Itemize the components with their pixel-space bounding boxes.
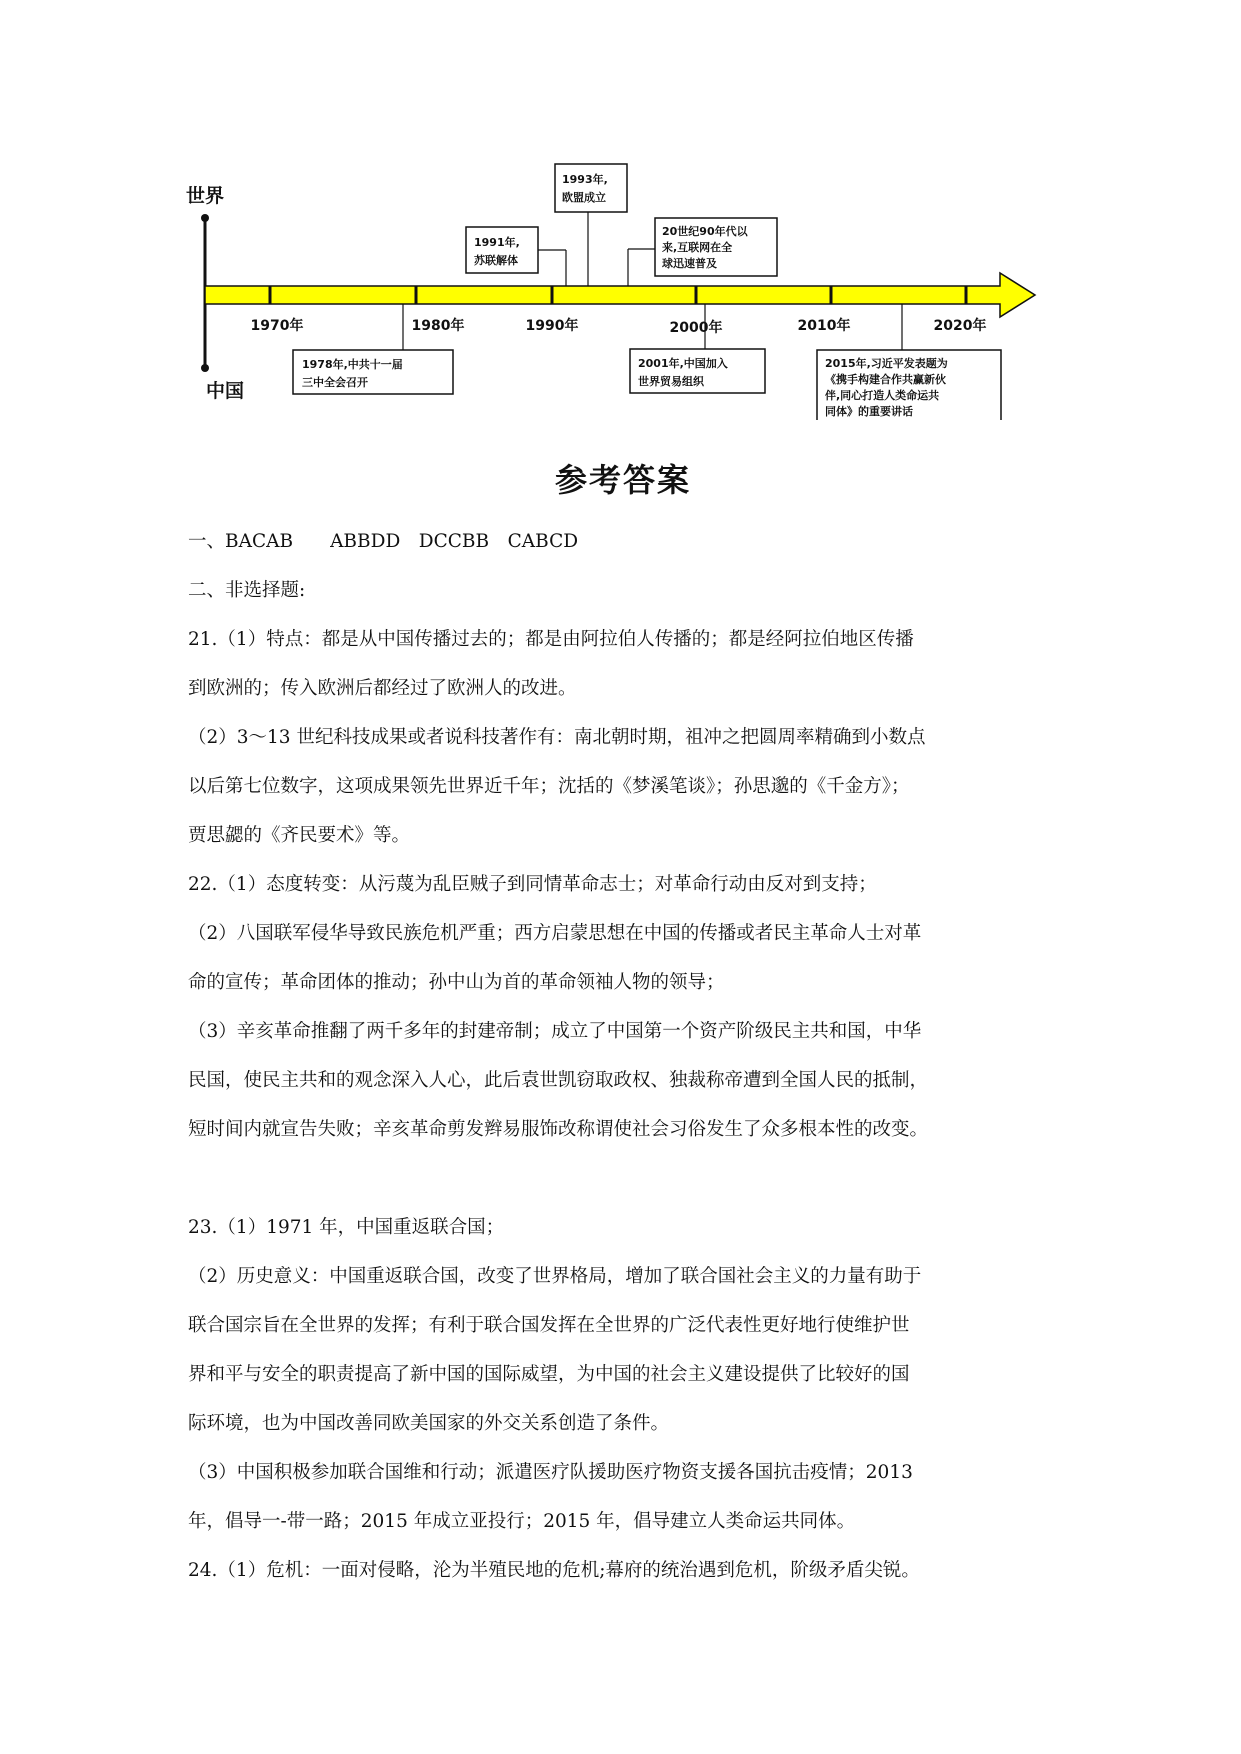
answer-line: 21.（1）特点：都是从中国传播过去的；都是由阿拉伯人传播的；都是经阿拉伯地区传播 [188,629,914,650]
year-label: 2000年 [669,320,723,336]
answer-line: 到欧洲的；传入欧洲后都经过了欧洲人的改进。 [188,678,577,699]
answer-line: 23.（1）1971 年，中国重返联合国； [188,1217,505,1238]
answer-line: 命的宣传；革命团体的推动；孙中山为首的革命领袖人物的领导； [188,972,725,993]
answer-line: （2）3～13 世纪科技成果或者说科技著作有：南北朝时期，祖冲之把圆周率精确到小数点 [188,727,926,748]
china-label: 中国 [205,380,245,402]
event-text: 三中全会召开 [302,376,368,389]
page-title: 参考答案 [554,461,691,499]
event-text: 20世纪90年代以 [662,225,748,238]
answer-line: 以后第七位数字，这项成果领先世界近千年；沈括的《梦溪笔谈》；孙思邈的《千金方》； [188,776,910,797]
world-label: 世界 [185,185,225,207]
answer-line: 际环境，也为中国改善同欧美国家的外交关系创造了条件。 [188,1413,670,1434]
year-label: 1990年 [525,318,579,334]
event-text: 1978年,中共十一届 [302,358,403,371]
event-text: 2001年,中国加入 [638,357,728,370]
answer-line: 一、BACAB ABBDD DCCBB CABCD [188,531,579,552]
timeline-figure [0,0,1241,420]
answer-line: （3）辛亥革命推翻了两千多年的封建帝制；成立了中国第一个资产阶级民主共和国，中华 [188,1021,922,1042]
answer-lines [188,517,1058,1595]
answer-line: 年，倡导一-带一路；2015 年成立亚投行；2015 年，倡导建立人类命运共同体。 [188,1511,856,1532]
event-text: 来,互联网在全 [662,241,733,254]
event-text: 世界贸易组织 [638,375,704,388]
answer-line: 二、非选择题: [188,580,306,601]
answer-line: （2）历史意义：中国重返联合国，改变了世界格局，增加了联合国社会主义的力量有助于 [188,1266,922,1287]
blank-line [188,1154,1058,1203]
year-label: 2010年 [797,318,851,334]
event-text: 同体》的重要讲话 [825,405,913,418]
timeline-arrow [205,273,1035,317]
answer-line: 联合国宗旨在全世界的发挥；有利于联合国发挥在全世界的广泛代表性更好地行使维护世 [188,1315,910,1336]
event-text: 伴,同心打造人类命运共 [825,389,940,402]
answer-section [188,455,1058,1595]
event-text: 1991年, [474,236,520,249]
answer-line: （3）中国积极参加联合国维和行动；派遣医疗队援助医疗物资支援各国抗击疫情；2013 [188,1462,913,1483]
event-text: 欧盟成立 [562,191,606,204]
event-box-eu [555,164,627,212]
answer-line: 贾思勰的《齐民要术》等。 [188,825,411,846]
answer-line: 短时间内就宣告失败；辛亥革命剪发辫易服饰改称谓使社会习俗发生了众多根本性的改变。 [188,1119,929,1140]
event-text: 球迅速普及 [662,257,717,270]
answer-line: （2）八国联军侵华导致民族危机严重；西方启蒙思想在中国的传播或者民主革命人士对革 [188,923,922,944]
event-text: 《携手构建合作共赢新伙 [825,373,946,386]
year-label: 1970年 [250,318,304,334]
year-label: 2020年 [933,318,987,334]
bottom-dot [201,364,209,372]
answer-line: 22.（1）态度转变：从污蔑为乱臣贼子到同情革命志士；对革命行动由反对到支持； [188,874,877,895]
answer-line: 24.（1）危机：一面对侵略，沦为半殖民地的危机;幕府的统治遇到危机，阶级矛盾尖锐。 [188,1560,920,1581]
answer-line: 民国，使民主共和的观念深入人心，此后袁世凯窃取政权、独裁称帝遭到全国人民的抵制， [188,1070,929,1091]
event-text: 1993年, [562,173,608,186]
event-text: 苏联解体 [474,254,518,267]
year-label: 1980年 [411,318,465,334]
top-dot [201,214,209,222]
event-text: 2015年,习近平发表题为 [825,357,948,370]
answer-line: 界和平与安全的职责提高了新中国的国际威望，为中国的社会主义建设提供了比较好的国 [188,1364,910,1385]
